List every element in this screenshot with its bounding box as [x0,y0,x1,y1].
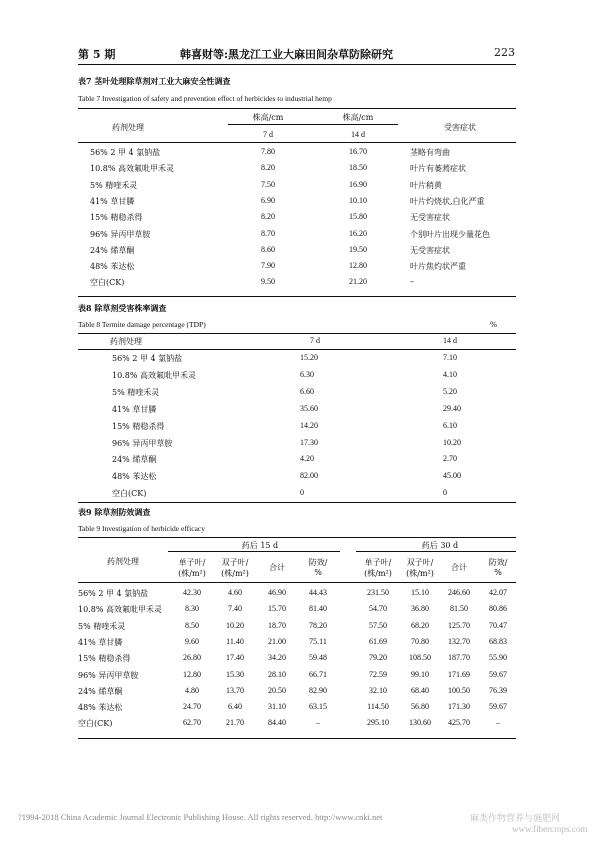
t9-subheader-line1: 单子叶/ [364,558,392,567]
t7-top-rule [78,108,516,109]
t9-cell-treatment: 空白(CK) [78,719,113,729]
t8-cell-treatment: 41% 草甘膦 [112,404,157,414]
t7-header-day-2: 14 d [351,130,365,139]
t7-cell-treatment: 空白(CK) [90,278,125,288]
t9-cell-value: – [496,718,500,728]
t9-cell-value: 70.47 [489,620,507,630]
t9-cell-value: 78.20 [309,620,327,630]
t9-cell-value: 42.07 [489,588,507,597]
t9-cell-value: 246.60 [448,588,470,597]
t7-cell-symptom: 无受害症状 [410,213,450,223]
t7-cell-height-7d: 6.90 [261,195,275,205]
t9-cell-value: 82.90 [309,685,327,695]
running-title: 韩喜财等:黑龙江工业大麻田间杂草防除研究 [180,48,394,61]
t9-cell-value: 59.67 [489,669,507,679]
t9-cell-value: 63.15 [309,702,327,712]
t9-cell-value: 59.48 [309,653,327,663]
t8-header-treatment: 药剂处理 [110,337,142,346]
t9-header-rule [78,582,516,583]
t9-cell-value: 68.83 [489,636,507,646]
t9-cell-value: 70.80 [411,636,429,646]
t7-header-day-1: 7 d [263,130,273,139]
t7-cell-height-14d: 21.20 [349,277,367,287]
t9-subheader-line2: % [494,568,502,577]
t9-cell-value: 20.50 [268,685,286,695]
t7-cell-height-14d: 16.20 [349,228,367,238]
t9-cell-value: 55.90 [489,653,507,663]
t9-cell-value: 15.10 [411,588,429,597]
t7-header-treatment: 药剂处理 [112,123,144,132]
t7-cell-symptom: 叶片焦灼状严重 [410,262,466,272]
t9-cell-value: 46.90 [268,588,286,597]
t7-cell-symptom: 个别叶片出现少量花色 [410,229,490,239]
t9-cell-value: 72.59 [369,669,387,679]
t8-cell-7d: 82.00 [300,471,318,481]
t9-cell-value: 31.10 [268,702,286,712]
t9-cell-treatment: 96% 异丙甲草胺 [78,670,139,680]
t9-cell-value: 68.20 [411,620,429,630]
t8-cell-7d: 15.20 [300,353,318,362]
t9-cell-value: 295.10 [367,718,389,728]
t9-cell-value: 66.71 [309,669,327,679]
t9-header-group-15d: 药后 15 d [241,541,279,550]
t8-cell-14d: 10.20 [443,437,461,447]
t9-cell-value: 4.60 [228,588,242,597]
t9-cell-value: 54.70 [369,604,387,614]
t9-cell-value: 11.40 [226,636,244,646]
t7-cell-height-7d: 7.50 [261,179,275,189]
t9-cell-value: – [316,718,320,728]
t8-cell-7d: 35.60 [300,403,318,413]
t7-sub-rule [228,124,398,125]
t9-header-group-30d: 药后 30 d [421,541,459,550]
t9-cell-value: 15.30 [226,669,244,679]
t9-cell-value: 8.50 [185,620,199,630]
t7-cell-height-14d: 18.50 [349,163,367,173]
t9-subheader-line2: (株/m²) [364,569,392,578]
t7-cell-symptom: 无受害症状 [410,245,450,255]
t7-cell-height-14d: 15.80 [349,212,367,222]
t9-subheader-line1: 双子叶/ [221,558,249,567]
t7-header-symptom: 受害症状 [444,123,476,132]
t8-cell-7d: 4.20 [300,454,314,464]
t7-cell-symptom: 叶片灼烧状,白化严重 [410,196,485,206]
t9-cell-value: 125.70 [448,620,470,630]
t9-cell-value: 28.10 [268,669,286,679]
t9-cell-value: 61.69 [369,636,387,646]
t7-cell-height-7d: 8.20 [261,163,275,173]
t9-cell-treatment: 10.8% 高效氟吡甲禾灵 [78,605,162,615]
t8-cell-treatment: 48% 苯达松 [112,472,157,482]
page-number: 223 [494,46,515,59]
table8-caption-en: Table 8 Termite damage percentage (TDP) [78,320,206,329]
t7-cell-treatment: 48% 苯达松 [90,262,135,272]
t9-cell-value: 108.50 [409,653,431,663]
t8-cell-treatment: 10.8% 高效氟吡甲禾灵 [112,370,196,380]
t9-cell-value: 56.80 [411,702,429,712]
t8-cell-7d: 6.60 [300,386,314,396]
t9-cell-treatment: 15% 精稳杀得 [78,654,131,664]
t9-cell-value: 57.50 [369,620,387,630]
t9-cell-value: 8.30 [185,604,199,614]
t9-cell-value: 21.70 [226,718,244,728]
t9-cell-treatment: 5% 精喹禾灵 [78,621,126,631]
t9-cell-value: 99.10 [411,669,429,679]
t8-cell-14d: 4.10 [443,369,457,379]
t9-subheader-line2: (株/m²) [178,569,206,578]
t7-cell-height-14d: 16.90 [349,179,367,189]
t8-cell-14d: 5.20 [443,386,457,396]
t7-cell-height-14d: 12.80 [349,261,367,271]
t7-cell-treatment: 41% 草甘膦 [90,196,135,206]
watermark-text: 麻类作物营养与施肥网 [470,814,561,824]
t7-cell-treatment: 24% 烯草酮 [90,245,135,255]
t9-cell-value: 17.40 [226,653,244,663]
table8-caption-cn: 表8 除草剂受害株率调查 [78,303,167,313]
t9-cell-value: 425.70 [448,718,470,728]
t9-cell-value: 24.70 [183,702,201,712]
t9-cell-value: 100.50 [448,685,470,695]
t9-cell-value: 79.20 [369,653,387,663]
t7-cell-height-7d: 7.80 [261,147,275,156]
t8-cell-7d: 14.20 [300,420,318,430]
t8-cell-7d: 17.30 [300,437,318,447]
t7-header-height-1: 株高/cm [252,113,284,122]
t9-cell-value: 75.11 [309,636,327,646]
table8-unit: % [490,320,498,329]
running-header [0,46,595,62]
t9-cell-value: 62.70 [183,718,201,728]
issue-number: 第 5 期 [78,48,116,61]
t7-cell-symptom: 茎略有弯曲 [410,148,450,157]
t9-cell-value: 84.40 [268,718,286,728]
t7-cell-height-7d: 7.90 [261,261,275,271]
t8-cell-treatment: 96% 异丙甲草胺 [112,438,173,448]
t9-group-rule-1 [168,551,340,552]
t8-cell-14d: 7.10 [443,353,457,362]
t9-cell-treatment: 48% 苯达松 [78,703,123,713]
t9-cell-value: 26.80 [183,653,201,663]
t9-subheader-line2: (株/m²) [406,569,434,578]
t8-cell-treatment: 15% 精稳杀得 [112,421,165,431]
t7-cell-symptom: – [410,277,414,287]
t8-header-day-2: 14 d [443,336,457,345]
t9-cell-value: 10.20 [226,620,244,630]
t9-cell-value: 171.30 [448,702,470,712]
t8-top-rule [78,333,516,334]
t8-cell-7d: 6.30 [300,369,314,379]
t8-cell-14d: 0 [443,488,447,498]
t9-cell-value: 81.50 [450,604,468,614]
t9-cell-value: 9.60 [185,636,199,646]
t8-cell-14d: 29.40 [443,403,461,413]
t9-cell-treatment: 41% 草甘膦 [78,637,123,647]
t7-cell-height-14d: 19.50 [349,244,367,254]
t8-cell-7d: 0 [300,488,304,498]
t8-cell-treatment: 空白(CK) [112,489,147,499]
t7-cell-height-14d: 10.10 [349,195,367,205]
t9-cell-value: 76.39 [489,685,507,695]
t9-cell-value: 42.30 [183,588,201,597]
t9-subheader-line2: (株/m²) [221,569,249,578]
header-rule [78,64,516,65]
t9-cell-value: 15.70 [268,604,286,614]
t9-header-treatment: 药剂处理 [107,557,139,566]
t9-cell-value: 36.80 [411,604,429,614]
t8-header-rule [78,349,516,350]
t7-cell-height-7d: 9.50 [261,277,275,287]
t7-cell-treatment: 5% 精喹禾灵 [90,180,138,190]
t7-header-height-2: 株高/cm [342,113,374,122]
t9-cell-value: 80.86 [489,604,507,614]
t7-cell-treatment: 10.8% 高效氟吡甲禾灵 [90,164,174,174]
t9-subheader-line2: % [314,568,322,577]
t8-bottom-rule [78,502,516,503]
t7-cell-height-7d: 8.70 [261,228,275,238]
t8-cell-treatment: 24% 烯草酮 [112,455,157,465]
t9-cell-value: 13.70 [226,685,244,695]
t9-subheader: 合计 [451,563,467,572]
t9-cell-treatment: 56% 2 甲 4 氯钠盐 [78,589,149,598]
table7-caption-en: Table 7 Investigation of safety and prevention effect of herbicides to industrial hemp [78,94,332,103]
t9-cell-value: 12.80 [183,669,201,679]
t7-cell-height-14d: 16.70 [349,147,367,156]
t9-cell-value: 187.70 [448,653,470,663]
t7-cell-symptom: 叶片稍黄 [410,180,442,190]
t9-cell-value: 171.69 [448,669,470,679]
t8-cell-treatment: 56% 2 甲 4 氯钠盐 [112,354,183,363]
t9-cell-value: 7.40 [228,604,242,614]
t9-cell-value: 44.43 [309,588,327,597]
t7-cell-height-7d: 8.60 [261,244,275,254]
t8-cell-treatment: 5% 精喹禾灵 [112,387,160,397]
copyright-footer: ?1994-2018 China Academic Journal Electronic Publishing House. All rights reserved. http://www.cnki.net [18,812,383,822]
t9-cell-value: 132.70 [448,636,470,646]
t9-bottom-rule [78,738,516,739]
t7-cell-treatment: 15% 精稳杀得 [90,213,143,223]
t8-cell-14d: 2.70 [443,454,457,464]
table7-caption-cn: 表7 茎叶处理除草剂对工业大麻安全性调查 [78,76,231,86]
t9-cell-value: 21.00 [268,636,286,646]
table9-caption-cn: 表9 除草剂防效调查 [78,507,151,517]
t9-top-rule [78,537,516,538]
watermark-url: www.fibercrops.com [512,824,588,834]
t7-cell-height-7d: 8.20 [261,212,275,222]
t9-cell-value: 6.40 [228,702,242,712]
t7-cell-symptom: 叶片有萎蔫症状 [410,164,466,174]
t9-group-rule-2 [356,551,516,552]
t9-cell-value: 32.10 [369,685,387,695]
t7-cell-treatment: 96% 异丙甲草胺 [90,229,151,239]
t8-cell-14d: 6.10 [443,420,457,430]
t7-bottom-rule [78,296,516,297]
t9-cell-value: 68.40 [411,685,429,695]
table9-caption-en: Table 9 Investigation of herbicide efficacy [78,524,205,533]
t9-cell-value: 114.50 [367,702,389,712]
t9-subheader: 合计 [269,563,285,572]
t7-header-rule [78,142,516,143]
t9-cell-value: 59.67 [489,702,507,712]
t9-subheader-line1: 防效/ [308,558,328,567]
t7-cell-treatment: 56% 2 甲 4 氯钠盐 [90,148,161,157]
t9-cell-value: 4.80 [185,685,199,695]
t9-cell-value: 231.50 [367,588,389,597]
t9-cell-treatment: 24% 烯草酮 [78,686,123,696]
t9-cell-value: 130.60 [409,718,431,728]
t9-subheader-line1: 防效/ [488,558,508,567]
t9-cell-value: 18.70 [268,620,286,630]
t8-cell-14d: 45.00 [443,471,461,481]
t9-subheader-line1: 双子叶/ [406,558,434,567]
t8-header-day-1: 7 d [310,336,320,345]
t9-cell-value: 81.40 [309,604,327,614]
t9-cell-value: 34.20 [268,653,286,663]
t9-subheader-line1: 单子叶/ [178,558,206,567]
